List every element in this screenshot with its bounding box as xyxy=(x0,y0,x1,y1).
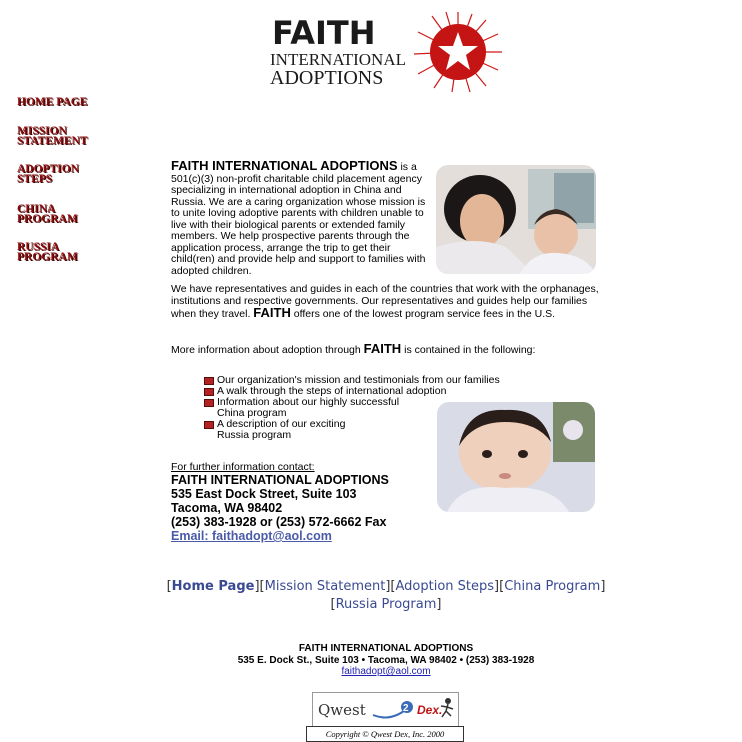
nav-mission-statement[interactable] xyxy=(17,126,97,146)
bottom-nav-russia-link[interactable]: Russia Program xyxy=(335,597,437,612)
nav-mission-label-line1: MISSION xyxy=(17,125,67,137)
contact-email-link[interactable]: Email: faithadopt@aol.com xyxy=(171,529,332,543)
qwest-dex-badge[interactable] xyxy=(306,692,464,742)
nav-russia-program[interactable] xyxy=(17,242,97,262)
contact-name: FAITH INTERNATIONAL ADOPTIONS xyxy=(171,473,389,487)
badge-dex-text: Dex. xyxy=(417,703,443,717)
star-logo-icon xyxy=(412,10,504,94)
intro-paragraph xyxy=(171,160,427,277)
org-name-heading: FAITH INTERNATIONAL ADOPTIONS xyxy=(171,158,398,173)
faith-emphasis: FAITH xyxy=(253,305,291,320)
nav-adoption-steps[interactable] xyxy=(17,164,97,184)
nav-mission-label-line2: STATEMENT xyxy=(17,135,88,147)
badge-copyright: Copyright © Qwest Dex, Inc. 2000 xyxy=(306,726,464,742)
more-info-text-a: More information about adoption through xyxy=(171,344,364,356)
bullet-square-icon xyxy=(204,388,214,396)
nav-steps-label-line1: ADOPTION xyxy=(17,163,79,175)
contact-label: For further information contact: xyxy=(171,461,315,473)
runner-icon xyxy=(439,697,455,719)
bottom-nav-mission-link[interactable]: Mission Statement xyxy=(264,579,386,594)
footer xyxy=(171,643,601,678)
footer-org-name: FAITH INTERNATIONAL ADOPTIONS xyxy=(298,643,474,654)
nav-china-program[interactable] xyxy=(17,204,97,224)
nav-china-label-line1: CHINA xyxy=(17,203,56,215)
contact-block xyxy=(171,461,471,543)
contact-city: Tacoma, WA 98402 xyxy=(171,501,283,515)
list-item[interactable]: Information about our highly successful China program xyxy=(204,397,524,419)
list-item[interactable]: A walk through the steps of international adoption xyxy=(204,386,524,397)
bottom-nav-china-link[interactable]: China Program xyxy=(504,579,601,594)
more-info-paragraph xyxy=(171,343,601,357)
list-item[interactable]: Our organization's mission and testimonials from our families xyxy=(204,375,524,386)
badge-qwest-text: Qwest xyxy=(318,701,366,719)
bottom-text-nav: [Home Page][Mission Statement][Adoption Steps][China Program] [Russia Program] xyxy=(166,579,606,612)
representatives-paragraph xyxy=(171,284,601,321)
bottom-nav-home-link[interactable]: Home Page xyxy=(171,579,255,594)
nav-steps-label-line2: STEPS xyxy=(17,173,53,185)
footer-address: 535 E. Dock St., Suite 103 • Tacoma, WA 98402 • (253) 383-1928 xyxy=(237,654,535,666)
svg-text:2: 2 xyxy=(403,703,409,714)
contact-phone: (253) 383-1928 or (253) 572-6662 Fax xyxy=(171,515,387,529)
representatives-text-b: offers one of the lowest program service fees in the U.S. xyxy=(290,308,556,320)
contact-street: 535 East Dock Street, Suite 103 xyxy=(171,487,357,501)
nav-russia-label-line2: PROGRAM xyxy=(17,251,78,263)
bullet-square-icon xyxy=(204,421,214,429)
nav-home-label: HOME PAGE xyxy=(17,96,88,108)
bullet-square-icon xyxy=(204,377,214,385)
logo-adoptions-text: ADOPTIONS xyxy=(270,67,384,89)
qwest-dex-logo xyxy=(312,692,459,727)
logo-faith-text: FAITH xyxy=(272,14,376,52)
more-info-text-b: is contained in the following: xyxy=(401,344,536,356)
nav-russia-label-line1: RUSSIA xyxy=(17,241,60,253)
nav-china-label-line2: PROGRAM xyxy=(17,213,78,225)
logo-international-text: INTERNATIONAL xyxy=(270,50,406,69)
representatives-text-a: We have representatives and guides in each of the countries that work with the orphanages, institutions and respective governments. Our representatives and guides help our families when they travel. xyxy=(171,283,599,320)
intro-text: is a 501(c)(3) non-profit charitable child placement agency specializing in international adoption in China and Russia. We are a caring organization whose mission is to unite loving adoptive parents with children unable to live with their biological parents or extended family members. We help prospective parents through the application process, arrange the trip to get their child(ren) and provide help and support to families with adopted children. xyxy=(171,161,426,277)
faith-emphasis-2: FAITH xyxy=(363,341,402,356)
site-logo xyxy=(268,12,504,92)
swoosh-icon xyxy=(371,697,417,721)
footer-email-link[interactable]: faithadopt@aol.com xyxy=(341,666,431,677)
list-item[interactable]: A description of our exciting Russia program xyxy=(204,419,524,441)
nav-home-page[interactable] xyxy=(17,97,97,107)
mother-and-baby-photo xyxy=(436,165,596,274)
bullet-square-icon xyxy=(204,399,214,407)
bottom-nav-steps-link[interactable]: Adoption Steps xyxy=(395,579,495,594)
